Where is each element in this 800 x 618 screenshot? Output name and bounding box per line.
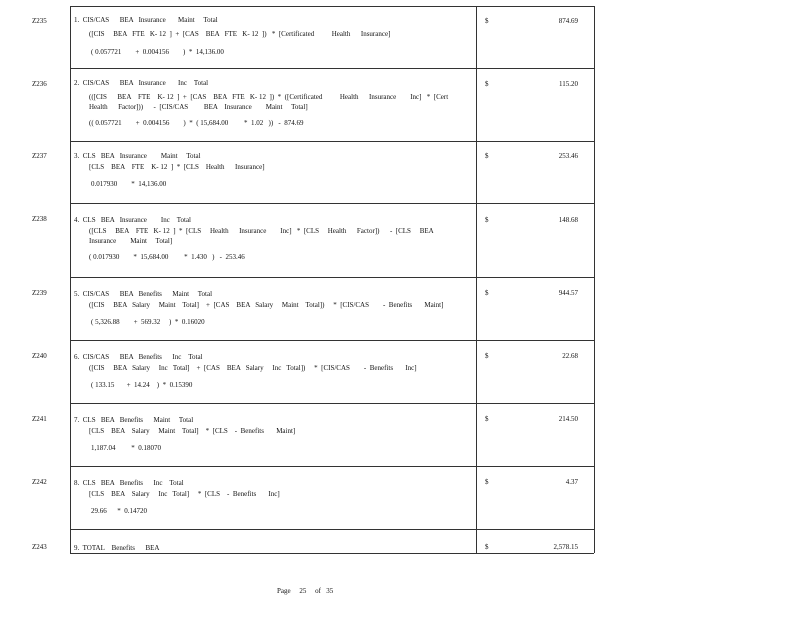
row-divider bbox=[70, 68, 594, 69]
row-calculation: (( 0.057721 + 0.004156 ) * ( 15,684.00 * 1.02 )) - 874.69 bbox=[89, 119, 304, 127]
row-formula-continued: Health Factor])) - [CIS/CAS BEA Insurance Maint Total] bbox=[89, 103, 308, 111]
row-description bbox=[74, 215, 469, 262]
row-amount: 22.68 bbox=[562, 352, 578, 360]
row-amount: 2,578.15 bbox=[553, 543, 578, 551]
currency-sign: $ bbox=[485, 80, 489, 88]
row-calculation: 29.66 * 0.14720 bbox=[91, 507, 147, 515]
row-amount: 115.20 bbox=[559, 80, 578, 88]
currency-sign: $ bbox=[485, 152, 489, 160]
row-calculation: 1,187.04 * 0.18070 bbox=[91, 444, 161, 452]
row-divider bbox=[70, 203, 594, 204]
row-amount: 148.68 bbox=[558, 216, 578, 224]
row-title: 1. CIS/CAS BEA Insurance Maint Total bbox=[74, 16, 218, 24]
row-description bbox=[74, 151, 469, 189]
row-divider bbox=[70, 6, 594, 7]
row-formula-continued: Insurance Maint Total] bbox=[89, 237, 173, 245]
column-divider bbox=[594, 6, 595, 553]
row-calculation: ( 0.057721 + 0.004156 ) * 14,136.00 bbox=[91, 48, 224, 56]
row-title: 9. TOTAL Benefits BEA bbox=[74, 544, 160, 552]
row-calculation: ( 133.15 + 14.24 ) * 0.15390 bbox=[91, 381, 193, 389]
row-code: Z240 bbox=[32, 352, 47, 360]
row-amount: 253.46 bbox=[558, 152, 578, 160]
row-description bbox=[74, 478, 469, 516]
row-formula: ([CLS BEA FTE K- 12 ] * [CLS Health Insurance Inc] * [CLS Health Factor]) - [CLS BEA bbox=[89, 227, 434, 235]
row-code: Z236 bbox=[32, 80, 47, 88]
row-formula: ([CIS BEA Salary Maint Total] + [CAS BEA Salary Maint Total]) * [CIS/CAS - Benefits Maint] bbox=[89, 301, 444, 309]
row-divider bbox=[70, 403, 594, 404]
row-code: Z239 bbox=[32, 289, 47, 297]
row-code: Z241 bbox=[32, 415, 47, 423]
row-divider bbox=[70, 553, 594, 554]
row-formula: ([CIS BEA Salary Inc Total] + [CAS BEA Salary Inc Total]) * [CIS/CAS - Benefits Inc] bbox=[89, 364, 417, 372]
page-number: Page 25 of 35 bbox=[277, 587, 334, 595]
row-formula: [CLS BEA FTE K- 12 ] * [CLS Health Insurance] bbox=[89, 163, 265, 171]
row-title: 6. CIS/CAS BEA Benefits Inc Total bbox=[74, 353, 203, 361]
row-title: 4. CLS BEA Insurance Inc Total bbox=[74, 216, 192, 224]
currency-sign: $ bbox=[485, 17, 489, 25]
currency-sign: $ bbox=[485, 216, 489, 224]
row-amount: 214.50 bbox=[558, 415, 578, 423]
row-calculation: ( 5,326.88 + 569.32 ) * 0.16020 bbox=[91, 318, 205, 326]
column-divider bbox=[70, 6, 71, 553]
row-description bbox=[74, 78, 469, 128]
currency-sign: $ bbox=[485, 543, 489, 551]
currency-sign: $ bbox=[485, 415, 489, 423]
row-calculation: 0.017930 * 14,136.00 bbox=[91, 180, 167, 188]
row-amount: 944.57 bbox=[558, 289, 578, 297]
row-divider bbox=[70, 141, 594, 142]
row-amount: 4.37 bbox=[565, 478, 578, 486]
row-description bbox=[74, 543, 469, 553]
row-description bbox=[74, 15, 469, 57]
row-code: Z242 bbox=[32, 478, 47, 486]
currency-sign: $ bbox=[485, 289, 489, 297]
column-divider bbox=[476, 6, 477, 553]
currency-sign: $ bbox=[485, 478, 489, 486]
row-title: 7. CLS BEA Benefits Maint Total bbox=[74, 416, 194, 424]
row-title: 5. CIS/CAS BEA Benefits Maint Total bbox=[74, 290, 213, 298]
row-description bbox=[74, 289, 469, 327]
row-code: Z243 bbox=[32, 543, 47, 551]
row-code: Z235 bbox=[32, 17, 47, 25]
currency-sign: $ bbox=[485, 352, 489, 360]
row-title: 8. CLS BEA Benefits Inc Total bbox=[74, 479, 184, 487]
row-code: Z237 bbox=[32, 152, 47, 160]
row-title: 2. CIS/CAS BEA Insurance Inc Total bbox=[74, 79, 209, 87]
row-formula: (([CIS BEA FTE K- 12 ] + [CAS BEA FTE K- 12 ]) * ([Certificated Health Insurance Inc] * [Cert bbox=[89, 93, 449, 101]
row-divider bbox=[70, 466, 594, 467]
row-title: 3. CLS BEA Insurance Maint Total bbox=[74, 152, 201, 160]
row-calculation: ( 0.017930 * 15,684.00 * 1.430 ) - 253.46 bbox=[89, 253, 245, 261]
row-formula: [CLS BEA Salary Maint Total] * [CLS - Benefits Maint] bbox=[89, 427, 296, 435]
row-description bbox=[74, 352, 469, 390]
row-formula: ([CIS BEA FTE K- 12 ] + [CAS BEA FTE K- 12 ]) * [Certificated Health Insurance] bbox=[89, 30, 391, 38]
row-amount: 874.69 bbox=[558, 17, 578, 25]
row-code: Z238 bbox=[32, 215, 47, 223]
row-divider bbox=[70, 529, 594, 530]
row-formula: [CLS BEA Salary Inc Total] * [CLS - Benefits Inc] bbox=[89, 490, 280, 498]
row-divider bbox=[70, 340, 594, 341]
row-divider bbox=[70, 277, 594, 278]
row-description bbox=[74, 415, 469, 453]
